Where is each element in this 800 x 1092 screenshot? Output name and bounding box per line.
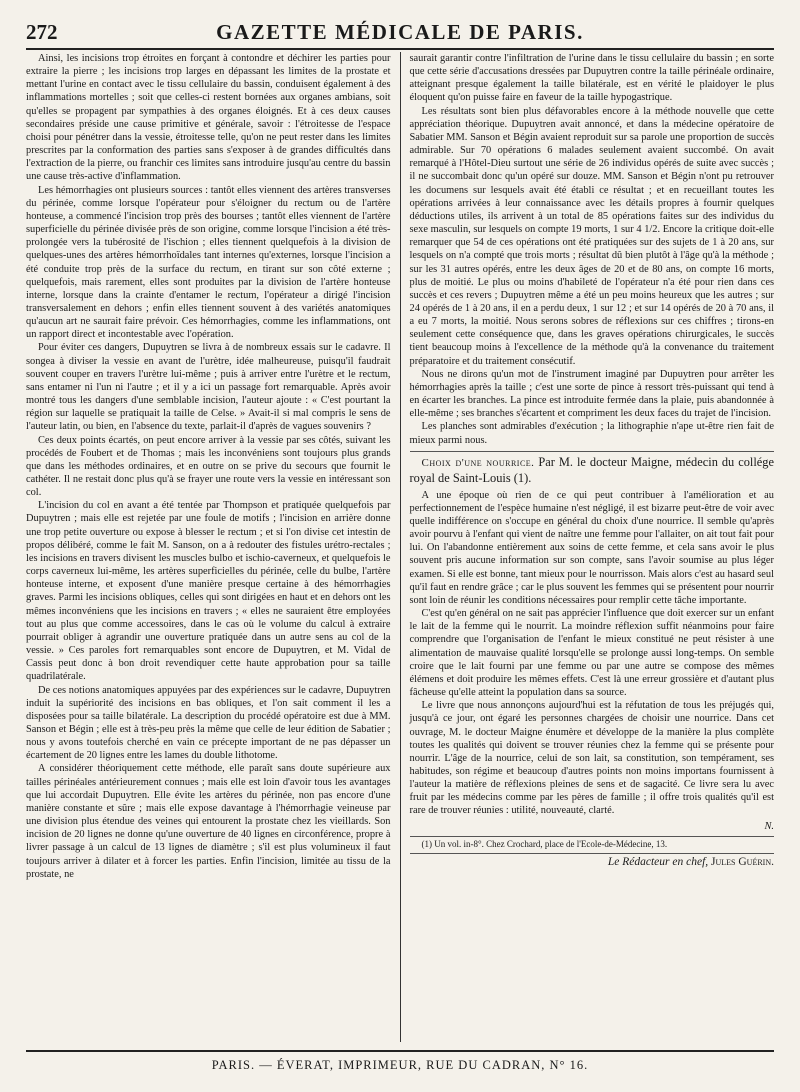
paragraph: Les résultats sont bien plus défavorables encore à la méthode nouvelle que cette appréciation théorique. Dupuytren avait annoncé, et dans la médecine opératoire de Sabatier MM. Sanson et Bégin avaient reproduit sur sa parole une proportion de succès admirable. Sur 70 opérations 6 malades seulement avaient succombé. On avait remarqué à l'Hôtel-Dieu surtout une série de 26 individus opérés de suite avec succès ; il ne succombait donc qu'un opéré sur douze. MM. Sanson et Bégin n'ont pu retrouver les documens sur lesquels avait été établi ce résultat ; et en recueillant toutes les opérations arrivées à leur connaissance avec les détails propres à fournir quelques déductions utiles, ils arrivent à un total de 85 opérations faites sur des individus du sexe masculin, sur lesquels on compte 19 morts, 1 sur 4 1/2. Encore la critique doit-elle remarquer que 54 de ces opérations ont été pratiquées sur des sujets de 1 à 20 ans, sur lesquels on n'a compté que trois morts ; résultat dû bien plutôt à l'âge qu'à la méthode ; sur les 31 autres opérés, entre les deux âges de 20 et de 80 ans, on compte 16 morts, plus de moitié. Le plus ou moins d'habileté de l'opérateur n'a été pour rien dans ces succès et ces revers ; Dupuytren même a été un peu moins heureux que les autres ; sur 24 opérés de 1 à 20 ans, il en a perdu deux, 1 sur 12 ; et sur 14 opérés de 20 à 70 ans, il a eu 7 morts, la moitié. Nous serons sobres de réflexions sur ces chiffres ; tirons-en seulement cette conséquence que, dans les graves opérations chirurgicales, le succès tient beaucoup moins à l'excellence de la méthode qu'à la convenance du traitement préparatoire et du traitement consécutif. (409, 105, 774, 367)
paragraph: C'est qu'en général on ne sait pas apprécier l'influence que doit exercer sur un enfant le lait de la femme qui le nourrit. La moindre réflexion suffit néanmoins pour faire comprendre que l'organisation de l'enfant le mieux constitué ne peut résister à une alimentation de mauvaise qualité lorsqu'elle se prolonge aussi long-temps. On semble croire que le lait fourni par une femme ou par une autre se compose des mêmes élémens et doit produire les mêmes effets. C'est là une erreur grossière et d'autant plus fâcheuse qu'elle atteint la population dans sa source. (409, 608, 774, 699)
paragraph: Pour éviter ces dangers, Dupuytren se livra à de nombreux essais sur le cadavre. Il songea à diviser la vessie en avant de l'urètre, idée malheureuse, puisqu'il faudrait souvent couper en travers l'urètre lui-même ; puis à arriver entre l'urètre et le rectum, sans entamer ni l'un ni l'autre ; et il y a ici un passage fort remarquable. Après avoir montré tous les dangers d'une semblable incision, l'auteur ajoute : « C'est pourtant la région sur laquelle se pratiquait la taille de Celse. » Avait-il si mal compris le sens de l'auteur latin, ou bien, en l'absence du texte, parlait-il d'après de vagues souvenirs ? (26, 342, 391, 433)
right-column (400, 52, 775, 1042)
paragraph: Les planches sont admirables d'exécution ; la lithographie n'ape ut-être rien fait de mieux parmi nous. (409, 421, 774, 446)
page-header (26, 14, 774, 50)
paragraph: Ces deux points écartés, on peut encore arriver à la vessie par ses côtés, suivant les procédés de Foubert et de Thomas ; mais les inconvéniens sont toujours plus grands que dans les méthodes ordinaires, et en outre on se prive du secours que fournit le cathéter. Il ne restait donc plus qu'à se frayer une route vers la vessie en intéressant son col. (26, 434, 391, 499)
printer-imprint: PARIS. — ÉVERAT, IMPRIMEUR, RUE DU CADRAN, N° 16. (26, 1050, 774, 1073)
editor-credit (410, 853, 775, 869)
article-title-rest: Par M. le docteur Maigne, médecin du collége royal de Saint-Louis (1). (409, 454, 774, 485)
editor-label: Le Rédacteur en chef, (607, 855, 709, 868)
paragraph: Le livre que nous annonçons aujourd'hui est la réfutation de tous les préjugés qui, jusqu'à ce jour, ont égaré les personnes chargées de choisir une nourrice. Dans cet ouvrage, M. le docteur Maigne énumère et développe de la manière la plus complète toutes les qualités qui doivent se trouver réunies chez la femme qui se présente pour nourrir. L'âge de la nourrice, celui de son lait, sa constitution, son tempérament, ses habitudes, son régime et beaucoup d'autres points non moins importans fournissent à l'auteur la matière de réflexions pleines de sens et de sagacité. Ce livre sera lu avec fruit par les médecins comme par les pères de famille ; il offre trois qualités qu'il est rare de trouver réunies : utilité, nouveauté, clarté. (409, 700, 774, 817)
footnote: (1) Un vol. in-8°. Chez Crochard, place de l'Ecole-de-Médecine, 13. (421, 838, 668, 849)
paragraph: saurait garantir contre l'infiltration de l'urine dans le tissu cellulaire du bassin ; en sorte que cette série d'accusations dressées par Dupuytren contre la taille périnéale ordinaire, atteignant presque également la taille bilatérale, est en vérité le plaidoyer le plus éloquent qu'on puisse faire en faveur de la taille hypogastrique. (409, 53, 774, 104)
paragraph: L'incision du col en avant a été tentée par Thompson et pratiquée quelquefois par Dupuytren ; mais elle est rejetée par une foule de motifs ; l'incision en arrière donne une trop petite ouverture ou expose à blesser le rectum ; et si l'on divise cet intestin de propos délibéré, comme le fait M. Sanson, on a à redouter des fistules urétro-rectales ; les incisions en travers divisent les muscles bulbo et ischio-caverneux, et quelquefois le corps caverneux lui-même, les artères superficielles du périnée, celle du bulbe, l'artère honteuse interne, et exposent d'une manière presque certaine à des hémorrhagies graves. Parmi les incisions obliques, celles qui sont dirigées en haut et en dehors ont les mêmes inconvéniens que les incisions en travers ; « elles ne sauraient être employées tout au plus que comme accessoires, dans le cas où le volume du calcul à extraire pourrait obliger à agrandir une ouverture pratiquée dans un autre sens au col de la vessie. » Ces paroles fort remarquables sont encore de Dupuytren, et M. Vidal de Cassis peut donc à bon droit revendiquer cette haute approbation pour sa taille quadrilatérale. (26, 500, 391, 683)
editor-name: Jules Guérin. (711, 855, 774, 868)
article-title-lead: Choix d'une nourrice. (421, 456, 535, 469)
left-column (26, 52, 400, 1042)
page-number: 272 (26, 20, 58, 44)
paragraph: A une époque où rien de ce qui peut contribuer à l'amélioration et au perfectionnement de l'espèce humaine n'est négligé, il est bizarre peut-être de voir avec quelle indifférence on s'occupe en général du choix d'une nourrice. Il semble qu'après avoir pourvu à l'enfant qui vient de naître une femme pour l'allaiter, on ait tout fait pour lui. On l'abandonne entièrement aux soins de cette femme, et cela sans avoir le plus souvent pris aucune information sur son compte, sans l'avoir soumise au plus léger examen. Si elle est bonne, tant mieux pour le nourrisson. Mais alors c'est au hasard seul qu'il faut en rendre grâce ; car le plus souvent les femmes qui se présentent pour nourrir sont loin de réunir les conditions nécessaires pour remplir cette tâche importante. (409, 489, 774, 606)
article-title (410, 451, 775, 486)
review-signoff: N. (764, 820, 774, 832)
journal-title: GAZETTE MÉDICALE DE PARIS. (216, 20, 584, 44)
paragraph: A considérer théoriquement cette méthode, elle paraît sans doute supérieure aux tailles périnéales antérieurement connues ; mais elle est loin d'avoir tous les avantages que lui accordait Dupuytren. Elle évite les artères du périnée, non pas encore d'une manière constante et sûre ; mais elle expose davantage à l'hémorrhagie veineuse par une division plus étendue des veines qui entourent la prostate chez les vieillards. Son incision de 20 lignes ne donne qu'une ouverture de 40 lignes en circonférence, propre à livrer passage à un calcul de 13 lignes de diamètre ; s'il est plus volumineux il faut toujours arriver à dilater et à forcer les parties. Enfin l'incision, limitée au tissu de la prostate, ne (26, 763, 391, 880)
paragraph: Nous ne dirons qu'un mot de l'instrument imaginé par Dupuytren pour arrêter les hémorrhagies après la taille ; c'est une sorte de pince à ressort très-puissant qui tend à en écarter les branches. La pince est introduite fermée dans la plaie, puis abandonnée à elle-même ; ses branches s'écartent et compriment les deux faces du trajet de l'incision. (409, 368, 774, 420)
footnote-divider (410, 836, 775, 837)
paragraph: De ces notions anatomiques appuyées par des expériences sur le cadavre, Dupuytren induit la supériorité des incisions en bas obliques, et l'on sait comment il les a disposées pour sa taille bilatérale. La description du procédé opératoire est due à MM. Sanson et Bégin ; elle est à très-peu près la même que celle de leur édition de Sabatier ; nous y avons toutefois cherché en vain ce précepte important de ne pas dépasser un écartement de 20 lignes entre les lames du double lithotome. (26, 684, 391, 762)
paragraph: Ainsi, les incisions trop étroites en forçant à contondre et déchirer les parties pour extraire la pierre ; les incisions trop larges en dépassant les limites de la prostate et mettant l'urine en contact avec le tissu cellulaire du bassin, conduisent également à des inflammations mortelles ; soit que celles-ci restent bornées aux organes ambians, soit qu'elles se propagent par sympathies à des organes éloignés. Et à ces deux causes secondaires préside une cause primitive et générale, savoir : l'étroitesse de l'espace choisi pour pénétrer dans la vessie, étroitesse telle, qu'on ne peut rester dans les limites prescrites par la conformation des parties sans s'exposer à de grandes difficultés dans l'extraction de la pierre, ou franchir ces limites sans introduire jusqu'au centre du bassin une cause très-active d'inflammation. (26, 53, 391, 183)
text-columns (26, 52, 774, 1042)
paragraph: Les hémorrhagies ont plusieurs sources : tantôt elles viennent des artères transverses du périnée, comme lorsque l'opérateur pour s'éloigner du rectum ou de l'artère honteuse, a commencé l'incision trop près des bourses ; tantôt elles viennent de l'artère superficielle du périnée divisée près de son origine, comme lorsque l'incision a été très-prolongée vers la tubérosité de l'ischion ; elles tiennent quelquefois à la division de quelques-unes des artères hémorrhoïdales tant internes qu'externes, lorsque l'incision a été conduite trop près de la surface du rectum, en tirant sur son côté externe ; quelquefois, mais rarement, elles sont produites par la division de l'artère honteuse interne, lorsque dans la crainte d'entamer le rectum, l'opérateur a dirigé l'incision transversalement en dehors ; enfin elles tiennent souvent à des variétés anatomiques qu'aucun art ne saurait faire prévoir. Ces hémorrhagies, comme les inflammations, ont un rapport direct et incontestable avec l'opération. (26, 184, 391, 341)
